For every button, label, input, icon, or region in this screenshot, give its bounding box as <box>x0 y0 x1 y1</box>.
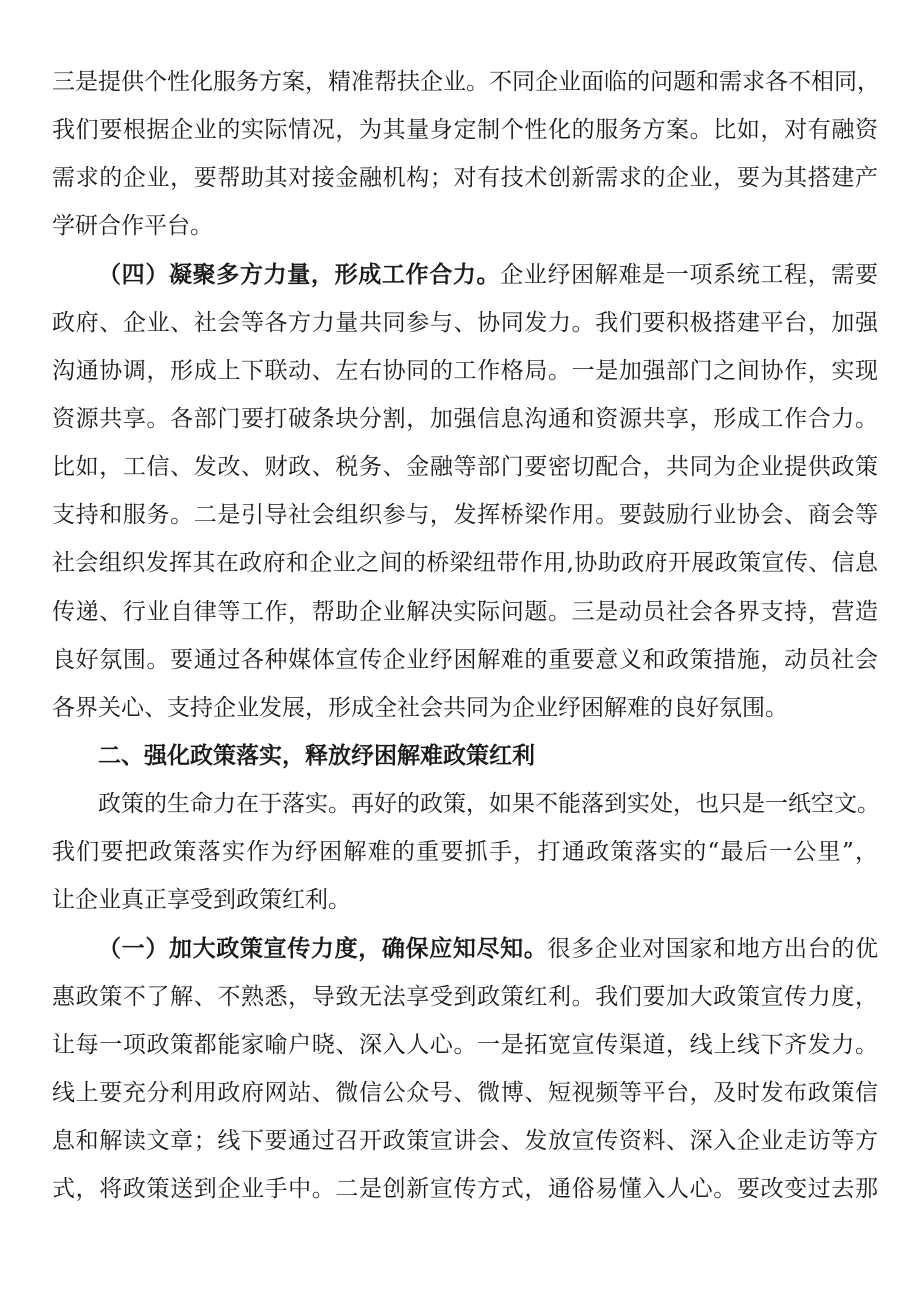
paragraph-line: 让企业真正享受到政策红利。 <box>52 887 351 914</box>
paragraph-text: 企业纾困解难是一项系统工程，需要 <box>500 261 878 288</box>
paragraph-line: 各界关心、支持企业发展，形成全社会共同为企业纾困解难的良好氛围。 <box>52 694 788 721</box>
section-heading-four: （四）凝聚多方力量，形成工作合力。 <box>98 260 501 288</box>
paragraph-line: 需求的企业，要帮助其对接金融机构；对有技术创新需求的企业，要为其搭建产 <box>52 165 878 192</box>
paragraph-line: 资源共享。各部门要打破条块分割，加强信息沟通和资源共享，形成工作合力。 <box>52 405 878 432</box>
paragraph-text: 很多企业对国家和地方出台的优 <box>547 935 878 962</box>
paragraph-line: 三是提供个性化服务方案，精准帮扶企业。不同企业面临的问题和需求各不相同， <box>52 69 880 95</box>
chapter-heading: 二、强化政策落实，释放纾困解难政策红利 <box>98 741 535 769</box>
paragraph-line: 支持和服务。二是引导社会组织参与，发挥桥梁作用。要鼓励行业协会、商会等 <box>52 502 878 529</box>
paragraph-line: 式，将政策送到企业手中。二是创新宣传方式，通俗易懂入人心。要改变过去那 <box>52 1176 878 1203</box>
paragraph-line: 政府、企业、社会等各方力量共同参与、协同发力。我们要积极搭建平台，加强 <box>52 309 878 336</box>
section-heading-one: （一）加大政策宣传力度，确保应知尽知。 <box>98 934 548 962</box>
paragraph-line: 良好氛围。要通过各种媒体宣传企业纾困解难的重要意义和政策措施，动员社会 <box>52 646 878 673</box>
paragraph-line <box>52 251 878 299</box>
document-body <box>52 58 878 1213</box>
paragraph-line: 息和解读文章；线下要通过召开政策宣讲会、发放宣传资料、深入企业走访等方 <box>52 1128 878 1155</box>
paragraph-line: 惠政策不了解、不熟悉，导致无法享受到政策红利。我们要加大政策宣传力度， <box>52 983 878 1010</box>
paragraph-line: 沟通协调，形成上下联动、左右协同的工作格局。一是加强部门之间协作，实现 <box>52 357 878 384</box>
paragraph-line <box>52 925 878 973</box>
paragraph-line: 线上要充分利用政府网站、微信公众号、微博、短视频等平台，及时发布政策信 <box>52 1079 878 1106</box>
paragraph-line: 学研合作平台。 <box>52 213 213 240</box>
paragraph-line: 社会组织发挥其在政府和企业之间的桥梁纽带作用,协助政府开展政策宣传、信息 <box>52 550 878 577</box>
paragraph-line: 政策的生命力在于落实。再好的政策，如果不能落到实处，也只是一纸空文。 <box>98 791 880 818</box>
paragraph-line: 让每一项政策都能家喻户晓、深入人心。一是拓宽宣传渠道，线上线下齐发力。 <box>52 1031 878 1058</box>
paragraph-line: 我们要把政策落实作为纾困解难的重要抓手，打通政策落实的“最后一公里”， <box>52 839 878 866</box>
paragraph-line: 传递、行业自律等工作，帮助企业解决实际问题。三是动员社会各界支持，营造 <box>52 598 878 625</box>
paragraph-line: 我们要根据企业的实际情况，为其量身定制个性化的服务方案。比如，对有融资 <box>52 117 878 144</box>
paragraph-line: 比如，工信、发改、财政、税务、金融等部门要密切配合，共同为企业提供政策 <box>52 454 878 481</box>
